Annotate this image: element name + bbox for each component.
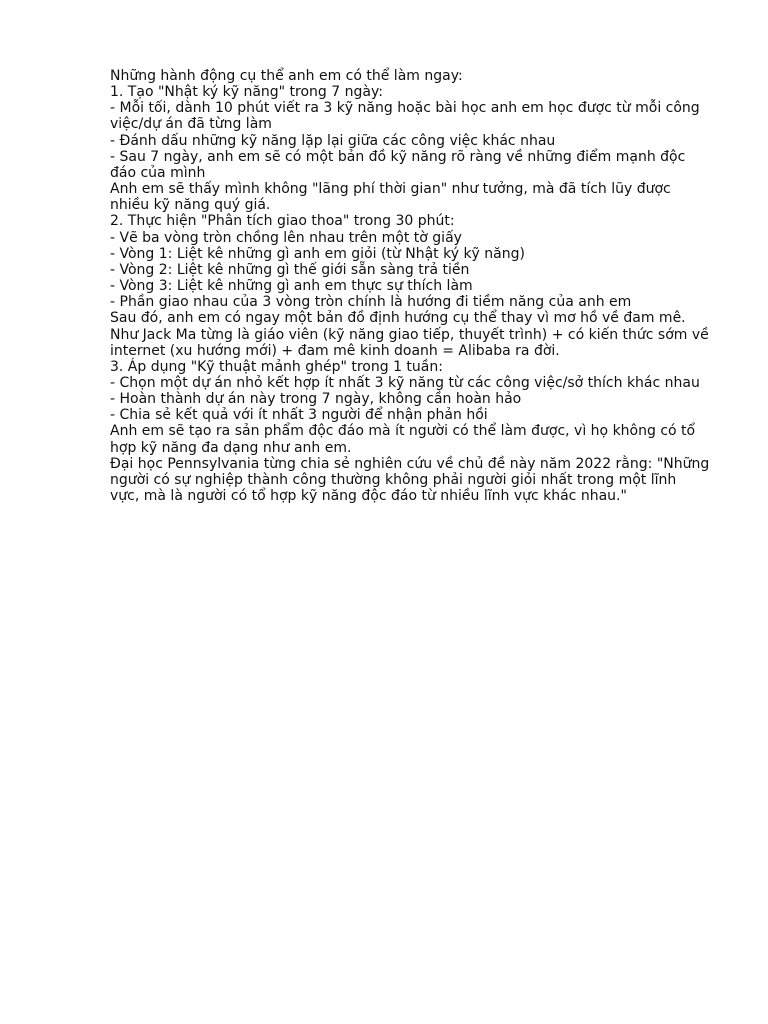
step-2-item-3: - Vòng 2: Liệt kê những gì thế giới sẵn sàng trả tiền bbox=[110, 261, 470, 278]
step-2-heading: 2. Thực hiện "Phân tích giao thoa" trong 30 phút: bbox=[110, 213, 455, 230]
step-1-item-1: - Mỗi tối, dành 10 phút viết ra 3 kỹ năng hoặc bài học anh em học được từ mỗi công việc/dự án đã từng làm bbox=[110, 100, 700, 133]
step-2-item-4: - Vòng 3: Liệt kê những gì anh em thực sự thích làm bbox=[110, 278, 473, 295]
step-2-item-2: - Vòng 1: Liệt kê những gì anh em giỏi (từ Nhật ký kỹ năng) bbox=[110, 245, 525, 262]
intro-line: Những hành động cụ thể anh em có thể làm ngay: bbox=[110, 68, 463, 84]
step-3-heading: 3. Áp dụng "Kỹ thuật mảnh ghép" trong 1 tuần: bbox=[110, 358, 443, 375]
step-2-item-5: - Phần giao nhau của 3 vòng tròn chính là hướng đi tiềm năng của anh em bbox=[110, 294, 632, 311]
document-body bbox=[110, 68, 710, 504]
research-quote: Đại học Pennsylvania từng chia sẻ nghiên cứu về chủ đề này năm 2022 rằng: "Những người có sự nghiệp thành công thường không phải người giỏi nhất trong một lĩnh vực, mà là người có tổ hợp kỹ năng độc đáo từ nhiều lĩnh vực khác nhau." bbox=[110, 455, 710, 505]
step-2-item-1: - Vẽ ba vòng tròn chồng lên nhau trên một tờ giấy bbox=[110, 229, 462, 246]
step-3-conclusion: Anh em sẽ tạo ra sản phẩm độc đáo mà ít người có thể làm được, vì họ không có tổ hợp kỹ năng đa dạng như anh em. bbox=[110, 423, 696, 456]
step-1-heading: 1. Tạo "Nhật ký kỹ năng" trong 7 ngày: bbox=[110, 84, 383, 101]
step-1-conclusion: Anh em sẽ thấy mình không "lãng phí thời gian" như tưởng, mà đã tích lũy được nhiều kỹ năng quý giá. bbox=[110, 181, 671, 214]
step-3-item-2: - Hoàn thành dự án này trong 7 ngày, không cần hoàn hảo bbox=[110, 391, 522, 408]
step-1-item-2: - Đánh dấu những kỹ năng lặp lại giữa các công việc khác nhau bbox=[110, 132, 556, 149]
jack-ma-example: Như Jack Ma từng là giáo viên (kỹ năng giao tiếp, thuyết trình) + có kiến thức sớm về internet (xu hướng mới) + đam mê kinh doanh = Alibaba ra đời. bbox=[110, 326, 709, 359]
step-2-conclusion: Sau đó, anh em có ngay một bản đồ định hướng cụ thể thay vì mơ hồ về đam mê. bbox=[110, 310, 686, 327]
step-3-item-1: - Chọn một dự án nhỏ kết hợp ít nhất 3 kỹ năng từ các công việc/sở thích khác nhau bbox=[110, 374, 700, 391]
step-1-item-3: - Sau 7 ngày, anh em sẽ có một bản đồ kỹ năng rõ ràng về những điểm mạnh độc đáo của mình bbox=[110, 148, 686, 181]
step-3-item-3: - Chia sẻ kết quả với ít nhất 3 người để nhận phản hồi bbox=[110, 407, 488, 424]
